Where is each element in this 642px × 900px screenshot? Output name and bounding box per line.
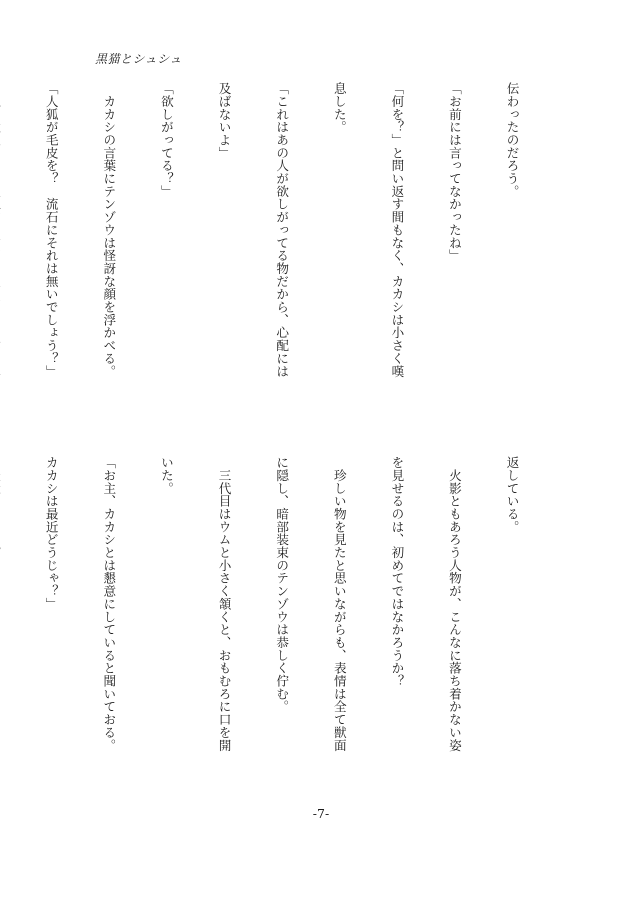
text-line: いた。 [158, 456, 174, 495]
text-column-bottom [43, 456, 560, 778]
text-line: 「人狐が毛皮を？ 流石にそれは無いでしょう？」 [43, 82, 59, 378]
text-column-top [43, 82, 560, 404]
text-line: 息した。 [331, 82, 347, 134]
text-line [0, 456, 3, 778]
text-line: 火影ともあろう人物が、こんなに落ち着かない姿 [446, 456, 462, 752]
text-line: 「欲しがってる？」 [158, 82, 174, 198]
text-line: カカシの言葉にテンゾウは怪訝な顔を浮かべる。 [101, 82, 117, 378]
text-line: 伝わったのだろう。 [504, 82, 520, 198]
text-line: 「何を？」と問い返す間もなく、カカシは小さく嘆 [389, 82, 405, 378]
text-line: 「お主、カカシとは懇意にしていると聞いておる。 [101, 456, 117, 752]
text-line: 及ばないよ」 [216, 82, 232, 160]
text-line: を見せるのは、初めてではなかろうか？ [389, 456, 405, 688]
text-line: 返している。 [504, 456, 520, 534]
text-line [0, 82, 3, 404]
text-line: 三代目はウムと小さく頷くと、おもむろに口を開 [216, 456, 232, 752]
text-line: 「これはあの人が欲しがってる物だから、心配には [274, 82, 290, 378]
text-line: 珍しい物を見たと思いながらも、表情は全て獣面 [331, 456, 347, 752]
running-title: 黒猫とシュシュ [95, 52, 183, 66]
text-line: カカシは最近どうじゃ？」 [43, 456, 59, 611]
text-line: に隠し、暗部装束のテンゾウは恭しく佇む。 [274, 456, 290, 713]
text-line: 「お前には言ってなかったね」 [446, 82, 462, 262]
page-number: -7- [312, 806, 330, 821]
